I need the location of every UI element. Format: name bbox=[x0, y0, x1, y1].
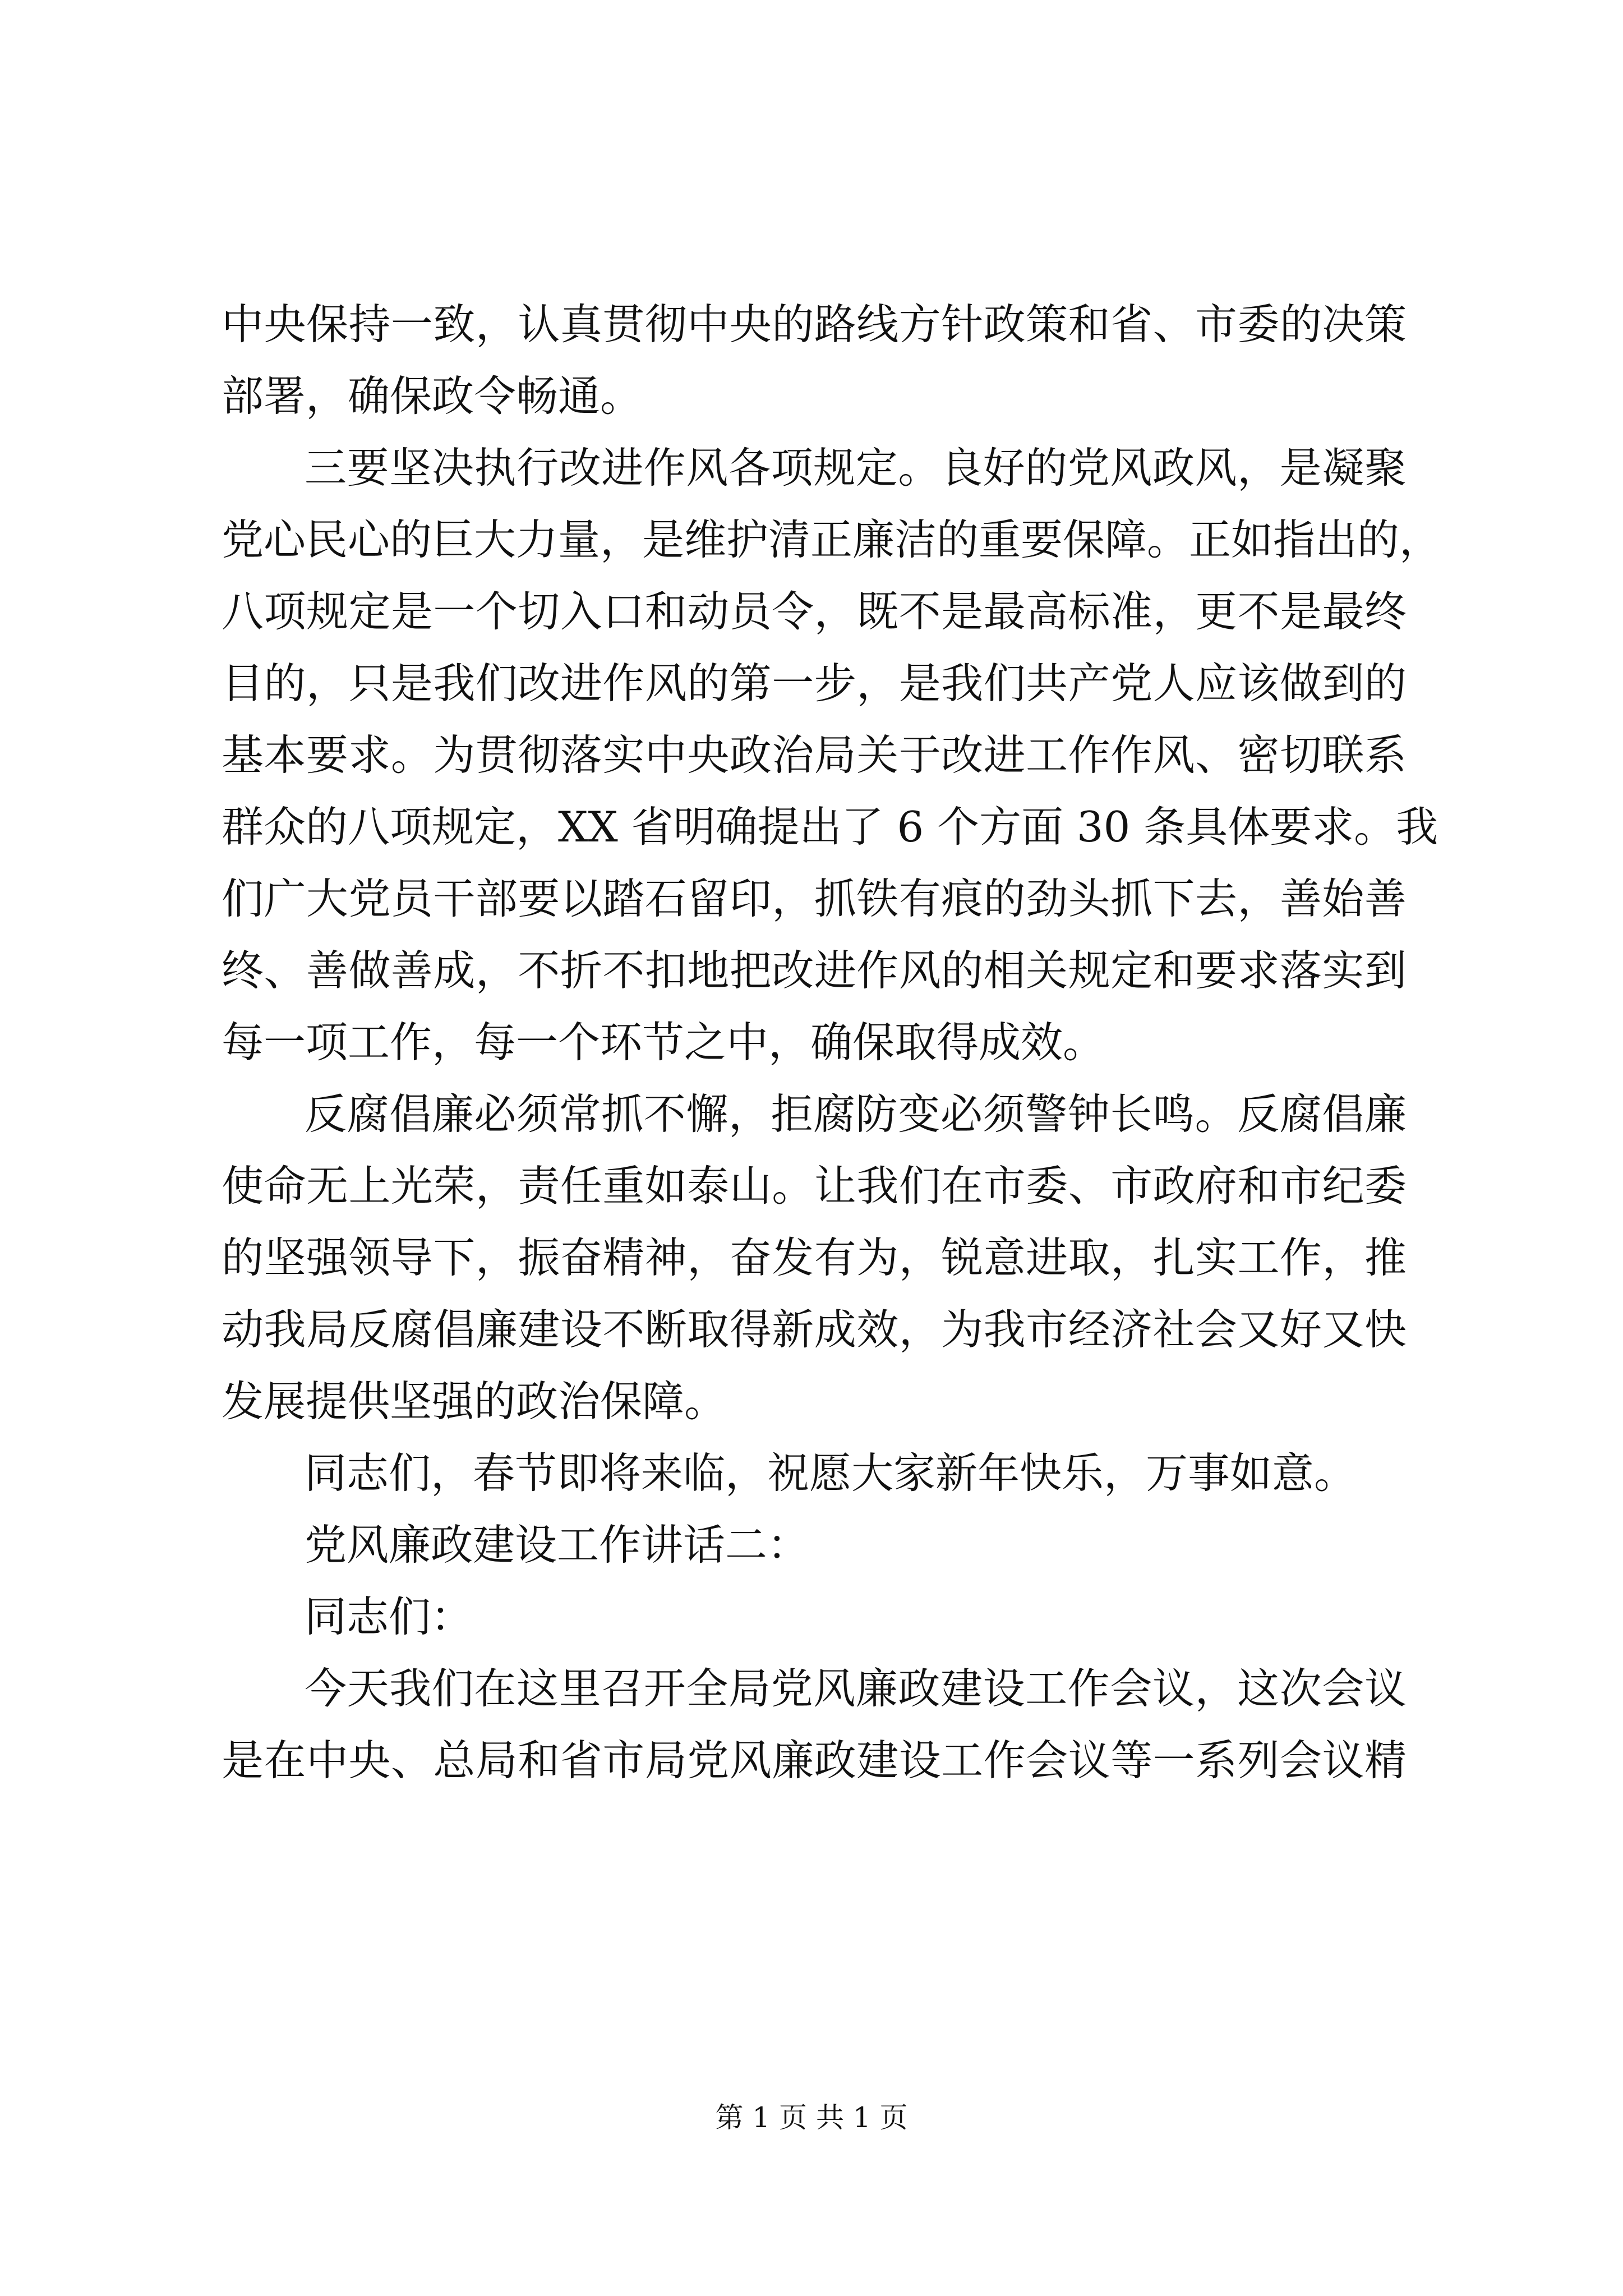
body-line: 基本要求。为贯彻落实中央政治局关于改进工作作风、密切联系 bbox=[222, 730, 1407, 780]
body-line: 三要坚决执行改进作风各项规定。良好的党风政风，是凝聚 bbox=[305, 443, 1407, 493]
section-heading: 党风廉政建设工作讲话二： bbox=[305, 1520, 810, 1570]
body-line: 部署，确保政令畅通。 bbox=[222, 371, 643, 421]
body-line: 党心民心的巨大力量，是维护清正廉洁的重要保障。正如指出的， bbox=[222, 515, 1442, 564]
body-line: 发展提供坚强的政治保障。 bbox=[222, 1377, 727, 1426]
body-line: 每一项工作，每一个环节之中，确保取得成效。 bbox=[222, 1018, 1105, 1067]
body-line: 同志们，春节即将来临，祝愿大家新年快乐，万事如意。 bbox=[305, 1448, 1357, 1498]
body-line: 的坚强领导下，振奋精神，奋发有为，锐意进取，扎实工作，推 bbox=[222, 1233, 1407, 1282]
salutation: 同志们： bbox=[305, 1592, 473, 1641]
body-line: 今天我们在这里召开全局党风廉政建设工作会议，这次会议 bbox=[305, 1664, 1407, 1713]
body-line: 目的，只是我们改进作风的第一步，是我们共产党人应该做到的 bbox=[222, 659, 1407, 708]
body-line: 反腐倡廉必须常抓不懈，拒腐防变必须警钟长鸣。反腐倡廉 bbox=[305, 1089, 1407, 1139]
body-line: 使命无上光荣，责任重如泰山。让我们在市委、市政府和市纪委 bbox=[222, 1161, 1407, 1211]
body-line: 们广大党员干部要以踏石留印，抓铁有痕的劲头抓下去，善始善 bbox=[222, 874, 1407, 923]
body-line: 群众的八项规定，XX 省明确提出了 6 个方面 30 条具体要求。我 bbox=[222, 802, 1438, 852]
body-line: 终、善做善成，不折不扣地把改进作风的相关规定和要求落实到 bbox=[222, 946, 1407, 995]
page-number-footer: 第 1 页 共 1 页 bbox=[715, 2101, 908, 2134]
body-line: 八项规定是一个切入口和动员令，既不是最高标准，更不是最终 bbox=[222, 587, 1407, 636]
body-line: 中央保持一致，认真贯彻中央的路线方针政策和省、市委的决策 bbox=[222, 300, 1407, 349]
body-line: 是在中央、总局和省市局党风廉政建设工作会议等一系列会议精 bbox=[222, 1736, 1407, 1785]
body-line: 动我局反腐倡廉建设不断取得新成效，为我市经济社会又好又快 bbox=[222, 1305, 1407, 1354]
